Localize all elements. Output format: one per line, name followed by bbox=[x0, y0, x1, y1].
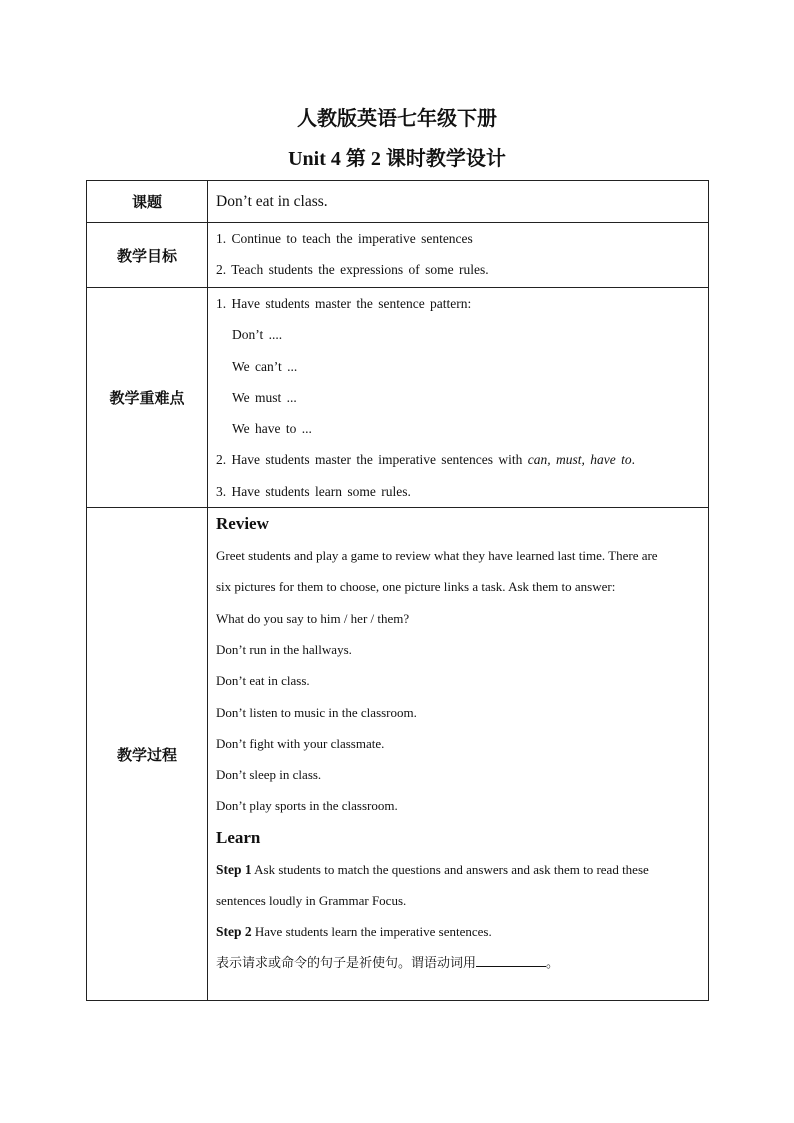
chinese-note-text: 表示请求或命令的句子是祈使句。谓语动词用 bbox=[216, 955, 477, 971]
sentence-pattern: We have to ... bbox=[232, 421, 312, 437]
step-2-label: Step 2 bbox=[216, 924, 252, 940]
key-point-item2-italic: can, must, have to bbox=[527, 452, 632, 468]
table-row-key-points bbox=[87, 288, 709, 508]
document-title: 人教版英语七年级下册 bbox=[297, 108, 497, 130]
review-line: Don’t run in the hallways. bbox=[216, 641, 352, 657]
document-subtitle: Unit 4 第 2 课时教学设计 bbox=[288, 148, 506, 170]
process-cell bbox=[208, 508, 709, 1001]
goal-item: 1. Continue to teach the imperative sentences bbox=[216, 231, 473, 246]
key-point-item bbox=[216, 444, 704, 475]
sentence-pattern: We can’t ... bbox=[232, 358, 298, 374]
key-point-item: 3. Have students learn some rules. bbox=[216, 483, 411, 499]
review-heading: Review bbox=[216, 514, 269, 534]
review-line: Don’t play sports in the classroom. bbox=[216, 798, 398, 814]
table-row-topic bbox=[87, 181, 709, 223]
review-line: Don’t listen to music in the classroom. bbox=[216, 704, 417, 720]
key-point-item: 1. Have students master the sentence pattern: bbox=[216, 296, 472, 311]
step-1-text: Ask students to match the questions and answers and ask them to read these bbox=[251, 861, 649, 877]
chinese-note-suffix: 。 bbox=[546, 955, 560, 971]
topic-value: Don’t eat in class. bbox=[216, 193, 328, 210]
key-point-item2-suffix: . bbox=[631, 452, 636, 468]
goals-cell bbox=[208, 223, 709, 288]
step-2-line bbox=[216, 916, 704, 947]
step-1-continuation: sentences loudly in Grammar Focus. bbox=[216, 893, 407, 909]
step-1-line bbox=[216, 854, 704, 885]
review-line: Don’t sleep in class. bbox=[216, 767, 322, 783]
review-line: Greet students and play a game to review what they have learned last time. There are bbox=[216, 548, 658, 564]
review-line: Don’t eat in class. bbox=[216, 673, 310, 689]
process-label: 教学过程 bbox=[87, 508, 208, 1001]
review-line: six pictures for them to choose, one picture links a task. Ask them to answer: bbox=[216, 579, 616, 595]
sentence-pattern: We must ... bbox=[232, 389, 297, 405]
review-line: Don’t fight with your classmate. bbox=[216, 735, 385, 751]
step-2-text: Have students learn the imperative sentences. bbox=[251, 924, 492, 940]
key-point-item2-text: 2. Have students master the imperative sentences with bbox=[216, 452, 528, 468]
table-row-process bbox=[87, 508, 709, 1001]
lesson-plan-table bbox=[86, 180, 709, 1001]
key-points-label: 教学重难点 bbox=[87, 288, 208, 508]
sentence-pattern: Don’t .... bbox=[232, 327, 283, 343]
fill-in-blank bbox=[476, 954, 546, 967]
topic-label: 课题 bbox=[87, 181, 208, 223]
table-row-goals bbox=[87, 223, 709, 288]
learn-heading: Learn bbox=[216, 827, 261, 847]
chinese-note-line bbox=[216, 948, 704, 979]
goal-item: 2. Teach students the expressions of some rules. bbox=[216, 262, 489, 277]
review-line: What do you say to him / her / them? bbox=[216, 610, 410, 626]
step-1-label: Step 1 bbox=[216, 861, 252, 877]
goals-label: 教学目标 bbox=[87, 223, 208, 288]
key-points-cell bbox=[208, 288, 709, 508]
topic-cell bbox=[208, 181, 709, 223]
